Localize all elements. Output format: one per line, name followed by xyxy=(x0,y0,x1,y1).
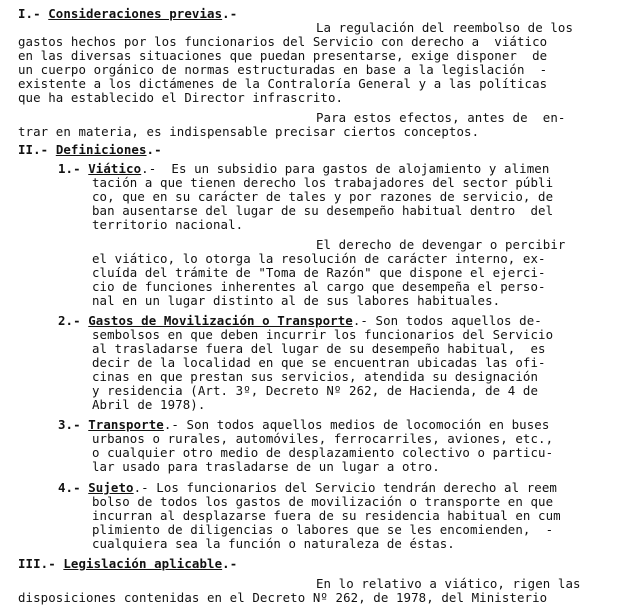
item-3-number: 3.- xyxy=(58,417,81,432)
item-4-number: 4.- xyxy=(58,480,81,495)
item-1-p2-line-2: cluída del trámite de "Toma de Razón" que dispone el ejerci- xyxy=(92,265,546,280)
item-4-line-1: incurran al desplazarse fuera de su residencia habitual en cum xyxy=(92,508,561,523)
section-1-number: I.- xyxy=(18,6,41,21)
item-2-rest: .- Son todos aquellos de- xyxy=(352,313,542,328)
item-1-first-line xyxy=(58,162,549,176)
item-2-first-line xyxy=(58,314,542,328)
s1-p2-line-0: Para estos efectos, antes de en- xyxy=(316,110,566,125)
item-4-term: Sujeto xyxy=(88,480,134,495)
s3-line-1: disposiciones contenidas en el Decreto Nº 262, de 1978, del Ministerio xyxy=(18,590,548,605)
item-1-p2-line-0: El derecho de devengar o percibir xyxy=(316,237,566,252)
section-2-title: Definiciones xyxy=(55,142,147,157)
item-4-line-3: cualquiera sea la función o naturaleza de éstas. xyxy=(92,536,455,551)
section-2-heading xyxy=(18,143,162,157)
item-3-line-2: lar usado para trasladarse de un lugar a otro. xyxy=(92,459,440,474)
section-1-heading xyxy=(18,7,237,21)
item-1-term: Viático xyxy=(88,161,142,176)
item-1-number: 1.- xyxy=(58,161,81,176)
item-1-line-0: tación a que tienen derecho los trabajadores del sector públi xyxy=(92,175,554,190)
item-2-number: 2.- xyxy=(58,313,81,328)
s3-line-0: En lo relativo a viático, rigen las xyxy=(316,576,581,591)
section-2-title-suffix: .- xyxy=(146,142,162,157)
item-2-line-3: cinas en que prestan sus servicios, atendida su designación xyxy=(92,369,539,384)
s1-p1-line-0: La regulación del reembolso de los xyxy=(316,20,574,35)
item-1-p2-line-4: nal en un lugar distinto al de sus labores habituales. xyxy=(92,293,501,308)
item-3-line-1: o cualquier otro medio de desplazamiento colectivo o particu- xyxy=(92,445,554,460)
item-4-line-0: bolso de todos los gastos de movilización o transporte en que xyxy=(92,494,554,509)
item-3-term: Transporte xyxy=(88,417,164,432)
item-3-rest: .- Son todos aquellos medios de locomoción en buses xyxy=(163,417,550,432)
s1-p1-line-3: un cuerpo orgánico de normas estructuradas en base a la legislación - xyxy=(18,62,548,77)
item-1-line-2: ban ausentarse del lugar de su desempeño habitual dentro del xyxy=(92,203,554,218)
item-2-line-5: Abril de 1978). xyxy=(92,397,206,412)
item-1-rest: .- Es un subsidio para gastos de alojamiento y alimen xyxy=(141,161,550,176)
item-4-line-2: plimiento de diligencias o labores que se les encomienden, - xyxy=(92,522,554,537)
s1-p1-line-1: gastos hechos por los funcionarios del Servicio con derecho a viático xyxy=(18,34,548,49)
item-3-line-0: urbanos o rurales, automóviles, ferrocarriles, aviones, etc., xyxy=(92,431,554,446)
section-2-number: II.- xyxy=(18,142,49,157)
section-3-number: III.- xyxy=(18,556,56,571)
s1-p1-line-2: en las diversas situaciones que puedan presentarse, exige disponer de xyxy=(18,48,548,63)
item-4-rest: .- Los funcionarios del Servicio tendrán derecho al reem xyxy=(133,480,557,495)
section-3-title-suffix: .- xyxy=(222,556,238,571)
item-1-line-3: territorio nacional. xyxy=(92,217,244,232)
section-1-title-suffix: .- xyxy=(222,6,238,21)
s1-p1-line-4: existente a los dictámenes de la Contraloría General y a las políticas xyxy=(18,76,548,91)
item-2-term: Gastos de Movilización o Transporte xyxy=(88,313,353,328)
s1-p1-line-5: que ha establecido el Director infrascrito. xyxy=(18,90,344,105)
item-1-p2-line-1: el viático, lo otorga la resolución de carácter interno, ex- xyxy=(92,251,546,266)
item-3-first-line xyxy=(58,418,549,432)
item-2-line-1: al trasladarse fuera del lugar de su desempeño habitual, es xyxy=(92,341,546,356)
item-2-line-0: sembolsos en que deben incurrir los funcionarios del Servicio xyxy=(92,327,554,342)
item-1-line-1: co, que en su carácter de tales y por razones de servicio, de xyxy=(92,189,554,204)
item-2-line-4: y residencia (Art. 3º, Decreto Nº 262, de Hacienda, de 4 de xyxy=(92,383,539,398)
item-2-line-2: decir de la localidad en que se encuentran ubicadas las ofi- xyxy=(92,355,546,370)
s1-p2-line-1: trar en materia, es indispensable precisar ciertos conceptos. xyxy=(18,124,480,139)
section-3-heading xyxy=(18,557,237,571)
section-3-title: Legislación aplicable xyxy=(63,556,223,571)
section-1-title: Consideraciones previas xyxy=(48,6,223,21)
item-4-first-line xyxy=(58,481,557,495)
item-1-p2-line-3: cio de funciones inherentes al cargo que desempeña el perso- xyxy=(92,279,546,294)
